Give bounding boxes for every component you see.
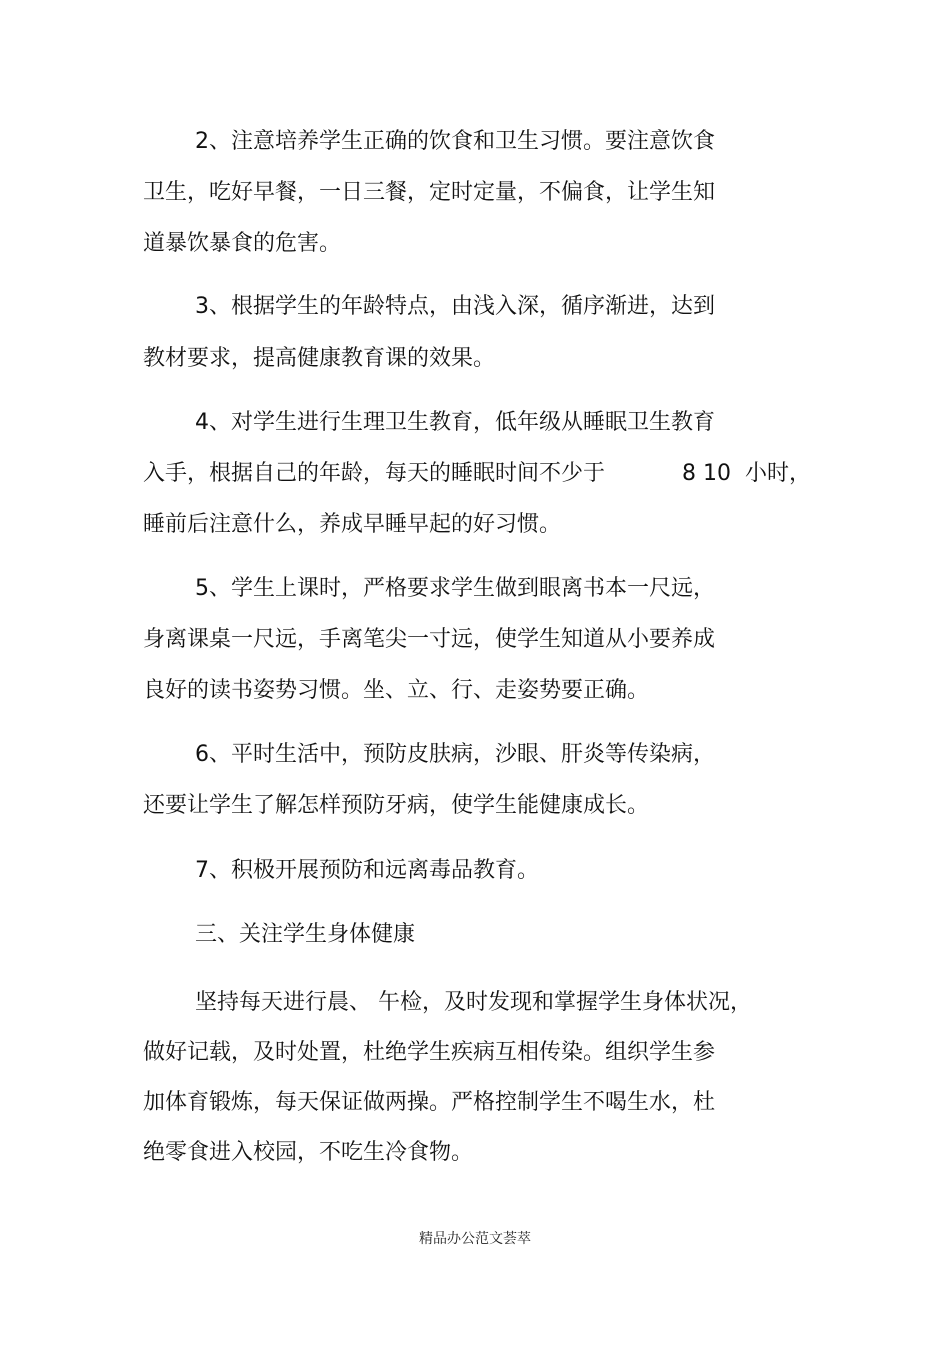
paragraph-5-line-2: 身离课桌一尺远，手离笔尖一寸远，使学生知道从小要养成	[143, 627, 716, 652]
paragraph-6-line-1: 6、平时生活中，预防皮肤病，沙眼、肝炎等传染病，	[195, 742, 715, 767]
paragraph-5-line-3: 良好的读书姿势习惯。坐、立、行、走姿势要正确。	[143, 678, 650, 703]
paragraph-8-line-2: 做好记载，及时处置，杜绝学生疾病互相传染。组织学生参	[143, 1040, 716, 1065]
paragraph-8-line-4: 绝零食进入校园，不吃生冷食物。	[143, 1140, 474, 1165]
paragraph-2-line-2: 卫生，吃好早餐，一日三餐，定时定量，不偏食，让学生知	[143, 180, 716, 205]
paragraph-2-line-1: 2、注意培养学生正确的饮食和卫生习惯。要注意饮食	[195, 129, 715, 154]
paragraph-7-line-1: 7、积极开展预防和远离毒品教育。	[195, 858, 539, 883]
paragraph-4-line-1: 4、对学生进行生理卫生教育，低年级从睡眠卫生教育	[195, 410, 715, 435]
paragraph-3-line-2: 教材要求，提高健康教育课的效果。	[143, 346, 496, 371]
section-3-heading: 三、关注学生身体健康	[195, 922, 416, 947]
page-footer: 精品办公范文荟萃	[419, 1231, 531, 1247]
paragraph-5-line-1: 5、学生上课时，严格要求学生做到眼离书本一尺远，	[195, 576, 715, 601]
paragraph-8-line-3: 加体育锻炼，每天保证做两操。严格控制学生不喝生水，杜	[143, 1090, 716, 1115]
paragraph-6-line-2: 还要让学生了解怎样预防牙病，使学生能健康成长。	[143, 793, 650, 818]
paragraph-4-line-2: 入手，根据自己的年龄，每天的睡眠时间不少于	[143, 461, 606, 486]
paragraph-3-line-1: 3、根据学生的年龄特点，由浅入深，循序渐进，达到	[195, 294, 715, 319]
paragraph-2-line-3: 道暴饮暴食的危害。	[143, 231, 342, 256]
sleep-hours-value: 8 10	[682, 461, 731, 486]
sleep-hours-unit: 小时，	[745, 461, 812, 486]
paragraph-4-line-3: 睡前后注意什么，养成早睡早起的好习惯。	[143, 512, 562, 537]
paragraph-8-line-1: 坚持每天进行晨、 午检，及时发现和掌握学生身体状况，	[195, 990, 752, 1015]
